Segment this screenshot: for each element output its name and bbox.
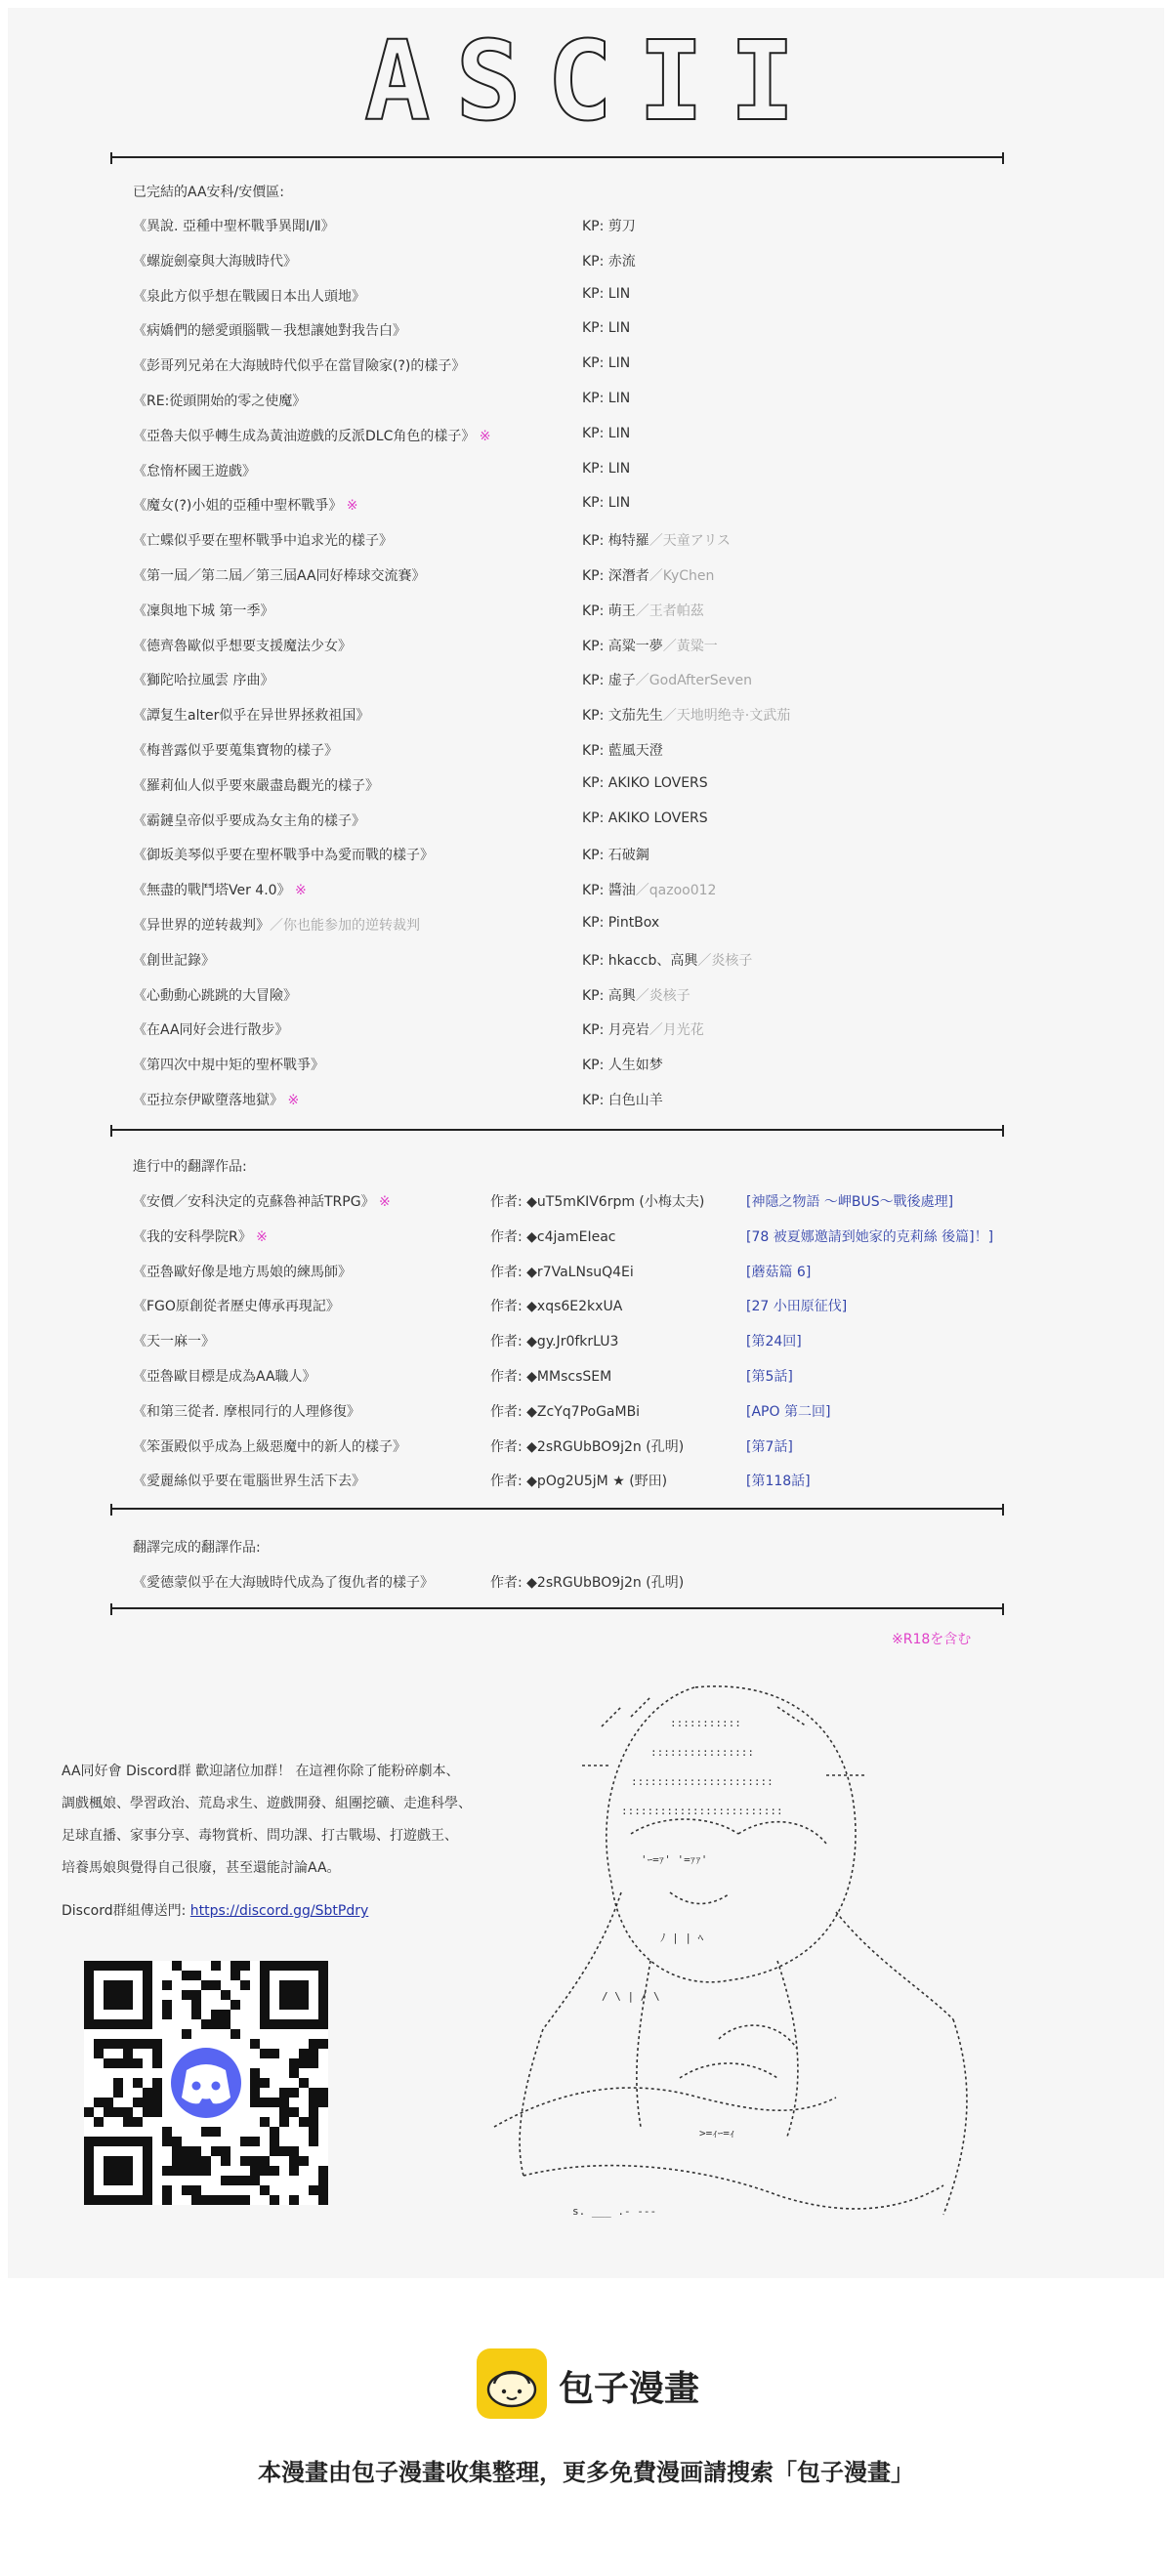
r18-mark: ※ (290, 883, 307, 899)
item-kp: KP: 高興／炎核子 (582, 987, 691, 1004)
item-kp: KP: 虚子／GodAfterSeven (582, 673, 752, 689)
item-kp: KP: 月亮岩／月光花 (582, 1022, 704, 1039)
item-author: 作者: ◆uT5mKIV6rpm (小梅太夫) (490, 1194, 705, 1210)
item-author: 作者: ◆pOg2U5jM ★ (野田) (490, 1474, 668, 1490)
item-chapter-link[interactable]: [蘑菇篇 6] (746, 1264, 812, 1280)
list-item (133, 1262, 1031, 1281)
item-title: 《笨蛋殿似乎成為上級惡魔中的新人的樣子》 (133, 1438, 406, 1455)
item-title: 《螺旋劍豪與大海賊時代》 (133, 253, 297, 270)
discord-link[interactable]: https://discord.gg/SbtPdry (189, 1903, 369, 1919)
list-item (133, 461, 1031, 480)
item-kp-alt: ／炎核子 (635, 987, 691, 1004)
list-item (133, 880, 1031, 899)
discord-text-line: 足球直播、家事分享、毒物賞析、問功課、打古戰場、打遊戲王、 (62, 1828, 458, 1844)
item-title: 《凜與地下城 第一季》 (133, 602, 274, 619)
item-title: 《第四次中規中矩的聖杯戰爭》 (133, 1058, 324, 1074)
item-title: 《亞魯夫似乎轉生成為黃油遊戲的反派DLC角色的樣子》 ※ (133, 428, 491, 444)
item-kp: KP: LIN (582, 391, 631, 406)
item-title: 《亞魯歐目標是成為AA職人》 (133, 1369, 316, 1385)
list-item (133, 670, 1031, 689)
item-title: 《愛德蒙似乎在大海賊時代成為了復仇者的樣子》 (133, 1575, 434, 1591)
item-title: 《無盡的戰鬥塔Ver 4.0》 ※ (133, 883, 307, 899)
item-kp: KP: 醬油／qazoo012 (582, 883, 717, 899)
list-item (133, 1572, 1031, 1592)
item-author: 作者: ◆c4jamEIeac (490, 1228, 616, 1245)
item-kp: KP: 赤流 (582, 253, 636, 270)
list-item (133, 426, 1031, 445)
item-title: 《創世記錄》 (133, 952, 215, 969)
r18-mark: ※ (251, 1228, 268, 1245)
item-kp-alt: ／炎核子 (697, 952, 753, 969)
divider (111, 1607, 1003, 1609)
list-item (133, 355, 1031, 375)
ascii-art-illustration (484, 1668, 1041, 2254)
ongoing-heading: 進行中的翻譯作品: (133, 1159, 247, 1175)
discord-text-line: AA同好會 Discord群 歡迎諸位加群！ 在這裡你除了能粉碎劇本、 (62, 1764, 460, 1779)
item-kp: KP: hkaccb、高興／炎核子 (582, 952, 753, 969)
item-kp: KP: 萌王／王者帕茲 (582, 602, 704, 619)
item-kp-alt: ／天地明绝寺·文武茄 (662, 708, 791, 725)
discord-text-line: 培養馬娘與覺得自己很廢，甚至還能討論AA。 (62, 1860, 341, 1876)
item-chapter-link[interactable]: [APO 第二回] (746, 1403, 831, 1420)
item-kp: KP: LIN (582, 460, 631, 477)
list-item (133, 1436, 1031, 1456)
list-item (133, 565, 1031, 585)
item-title: 《心動動心跳跳的大冒險》 (133, 987, 297, 1004)
item-kp: KP: PintBox (582, 915, 660, 931)
item-title: 《異說. 亞種中聖杯戰爭異聞Ⅰ/Ⅱ》 (133, 219, 335, 234)
item-kp: KP: 藍風天澄 (582, 743, 663, 759)
item-title: 《我的安科學院R》 ※ (133, 1228, 268, 1245)
item-kp: KP: 剪刀 (582, 219, 636, 234)
item-title: 《RE:從頭開始的零之使魔》 (133, 394, 307, 409)
item-title: 《怠惰杯國王遊戲》 (133, 463, 256, 479)
list-item (133, 286, 1031, 306)
item-title: 《异世界的逆转裁判》／你也能参加的逆转裁判 (133, 918, 420, 934)
r18-mark: ※ (475, 428, 491, 444)
item-kp: KP: LIN (582, 355, 631, 372)
discord-link-label: Discord群組傳送門: (62, 1903, 190, 1919)
list-item (133, 1296, 1031, 1315)
svg-text::::::::::::: ::::::::::: (670, 1717, 741, 1729)
item-kp-alt: ／黃粱一 (662, 638, 718, 654)
svg-text:::::::::::::::::: :::::::::::::::: (650, 1746, 754, 1759)
item-kp: KP: LIN (582, 495, 631, 512)
finished-heading: 翻譯完成的翻譯作品: (133, 1540, 261, 1556)
r18-mark: ※ (283, 1093, 300, 1108)
item-chapter-link[interactable]: [27 小田原征伐] (746, 1299, 848, 1315)
list-item (133, 775, 1031, 795)
item-kp: KP: 白色山羊 (582, 1093, 663, 1108)
item-title: 《天一麻一》 (133, 1334, 215, 1350)
item-title: 《羅莉仙人似乎要來嚴盡島觀光的樣子》 (133, 777, 379, 794)
item-title: 《第一屆／第二屆／第三屆AA同好棒球交流賽》 (133, 568, 426, 584)
item-kp: KP: 石破鋼 (582, 848, 649, 864)
list-item (133, 1191, 1031, 1211)
item-title-alt: ／你也能参加的逆转裁判 (270, 918, 420, 934)
item-title: 《和第三從者. 摩根同行的人理修復》 (133, 1403, 360, 1420)
brand-name: 包子漫畫 (559, 2369, 700, 2409)
item-chapter-link[interactable]: [第24回] (746, 1334, 802, 1350)
discord-link-row (62, 1900, 521, 1920)
divider (111, 156, 1003, 158)
list-item (133, 320, 1031, 340)
item-chapter-link[interactable]: [第118話] (746, 1474, 811, 1490)
svg-text:>=ｨｰ=ｨ: >=ｨｰ=ｨ (699, 2127, 735, 2140)
item-kp: KP: LIN (582, 285, 631, 302)
svg-text:s. ___ .- ---: s. ___ .- --- (572, 2205, 657, 2218)
item-kp-alt: ／qazoo012 (635, 883, 717, 899)
item-title: 《梅普露似乎要蒐集寶物的樣子》 (133, 743, 338, 759)
item-title: 《在AA同好会进行散步》 (133, 1022, 289, 1039)
item-kp: KP: LIN (582, 320, 631, 337)
item-chapter-link[interactable]: [神隱之物語 ～岬BUS～戰後處理] (746, 1194, 954, 1210)
qr-code-icon (84, 1961, 328, 2205)
r18-mark: ※ (374, 1194, 391, 1210)
list-item (133, 985, 1031, 1005)
list-item (133, 915, 1031, 935)
item-title: 《愛麗絲似乎要在電腦世界生活下去》 (133, 1474, 365, 1490)
list-item (133, 950, 1031, 970)
bun-icon (477, 2348, 547, 2419)
list-item (133, 1226, 1031, 1246)
svg-text:'ｰ=ｧ' '=ｧｧ': 'ｰ=ｧ' '=ｧｧ' (641, 1853, 708, 1866)
item-kp-alt: ／KyChen (649, 568, 715, 584)
item-author: 作者: ◆2sRGUbBO9j2n (孔明) (490, 1438, 685, 1455)
item-author: 作者: ◆r7VaLNsuQ4Ei (490, 1264, 634, 1280)
item-title: 《德齊魯歐似乎想要支援魔法少女》 (133, 638, 352, 654)
item-title: 《霸鏈皇帝似乎要成為女主角的樣子》 (133, 812, 365, 829)
r18-note: ※R18を含む (892, 1632, 972, 1647)
item-title: 《泉此方似乎想在戰國日本出人頭地》 (133, 288, 365, 305)
discord-text-line: 調戲楓娘、學習政治、荒島求生、遊戲開發、組團挖礦、走進科學、 (62, 1796, 472, 1811)
item-title: 《魔女(?)小姐的亞種中聖杯戰爭》 ※ (133, 498, 358, 515)
list-item (133, 1090, 1031, 1109)
item-title: 《彭哥列兄弟在大海賊時代似乎在當冒險家(?)的樣子》 (133, 358, 466, 375)
item-title: 《病嬌們的戀愛頭腦戰－我想讓她對我告白》 (133, 323, 406, 340)
list-item (133, 740, 1031, 760)
list-item (133, 636, 1031, 655)
item-chapter-link[interactable]: [第7話] (746, 1438, 793, 1455)
item-kp-alt: ／GodAfterSeven (635, 673, 752, 689)
svg-text:::::::::::::::::::::::: :::::::::::::::::::::: (631, 1775, 774, 1788)
item-author: 作者: ◆ZcYq7PoGaMBi (490, 1403, 641, 1420)
list-item (133, 1055, 1031, 1074)
item-title: 《亡蝶似乎要在聖杯戰爭中追求光的樣子》 (133, 533, 393, 550)
list-item (133, 1366, 1031, 1386)
ascii-logo: ASCII (364, 19, 821, 145)
r18-mark: ※ (342, 498, 358, 515)
page-panel (8, 8, 1164, 2278)
divider (111, 1508, 1003, 1510)
item-kp: KP: 人生如梦 (582, 1058, 663, 1074)
item-title: 《獅陀哈拉風雲 序曲》 (133, 673, 274, 689)
brand-logo-icon (477, 2348, 547, 2419)
list-item (133, 251, 1031, 270)
item-kp: KP: AKIKO LOVERS (582, 774, 708, 791)
item-kp-alt: ／天童アリス (649, 533, 731, 550)
svg-text::::::::::::::::::::::::::: ::::::::::::::::::::::::: (621, 1805, 783, 1817)
item-title: 《譚复生alter似乎在异世界拯救祖国》 (133, 708, 370, 725)
list-item (133, 1471, 1031, 1490)
item-author: 作者: ◆2sRGUbBO9j2n (孔明) (490, 1575, 685, 1591)
item-author: 作者: ◆MMscsSEM (490, 1369, 612, 1385)
item-chapter-link[interactable]: [78 被夏娜邀請到她家的克莉絲 後篇]！] (746, 1228, 994, 1245)
list-item (133, 495, 1031, 515)
item-title: 《安價／安科決定的克蘇魯神話TRPG》 ※ (133, 1194, 391, 1210)
list-item (133, 705, 1031, 725)
item-kp: KP: 文茄先生／天地明绝寺·文武茄 (582, 708, 791, 725)
item-kp: KP: 高粱一夢／黃粱一 (582, 638, 718, 654)
item-title: 《亞拉奈伊歐墮落地獄》 ※ (133, 1093, 300, 1108)
list-item (133, 1401, 1031, 1421)
divider (111, 1129, 1003, 1131)
svg-text:ﾉ | | ﾍ: ﾉ | | ﾍ (660, 1932, 704, 1944)
list-item (133, 1331, 1031, 1350)
list-item (133, 810, 1031, 830)
list-item (133, 391, 1031, 410)
item-author: 作者: ◆gy.Jr0fkrLU3 (490, 1334, 619, 1350)
item-kp: KP: AKIKO LOVERS (582, 810, 708, 826)
item-title: 《御坂美琴似乎要在聖杯戰爭中為愛而戰的樣子》 (133, 848, 434, 864)
item-kp: KP: LIN (582, 425, 631, 441)
item-kp: KP: 梅特羅／天童アリス (582, 533, 731, 550)
list-item (133, 601, 1031, 620)
item-title: 《亞魯歐好像是地方馬娘的練馬師》 (133, 1264, 352, 1280)
svg-text:/ \ | / \: / \ | / \ (602, 1990, 660, 2003)
footer-note: 本漫畫由包子漫畫收集整理，更多免費漫画請搜索「包子漫畫」 (258, 2459, 914, 2486)
list-item (133, 845, 1031, 864)
item-title: 《FGO原創從者歷史傳承再現記》 (133, 1299, 340, 1315)
list-item (133, 1019, 1031, 1039)
list-item (133, 530, 1031, 550)
item-kp-alt: ／月光花 (649, 1022, 704, 1039)
completed-heading: 已完結的AA安科/安價區: (133, 185, 284, 200)
item-author: 作者: ◆xqs6E2kxUA (490, 1299, 623, 1315)
item-chapter-link[interactable]: [第5話] (746, 1369, 793, 1385)
item-kp-alt: ／王者帕茲 (635, 602, 704, 619)
list-item (133, 216, 1031, 235)
item-kp: KP: 深潛者／KyChen (582, 568, 715, 584)
